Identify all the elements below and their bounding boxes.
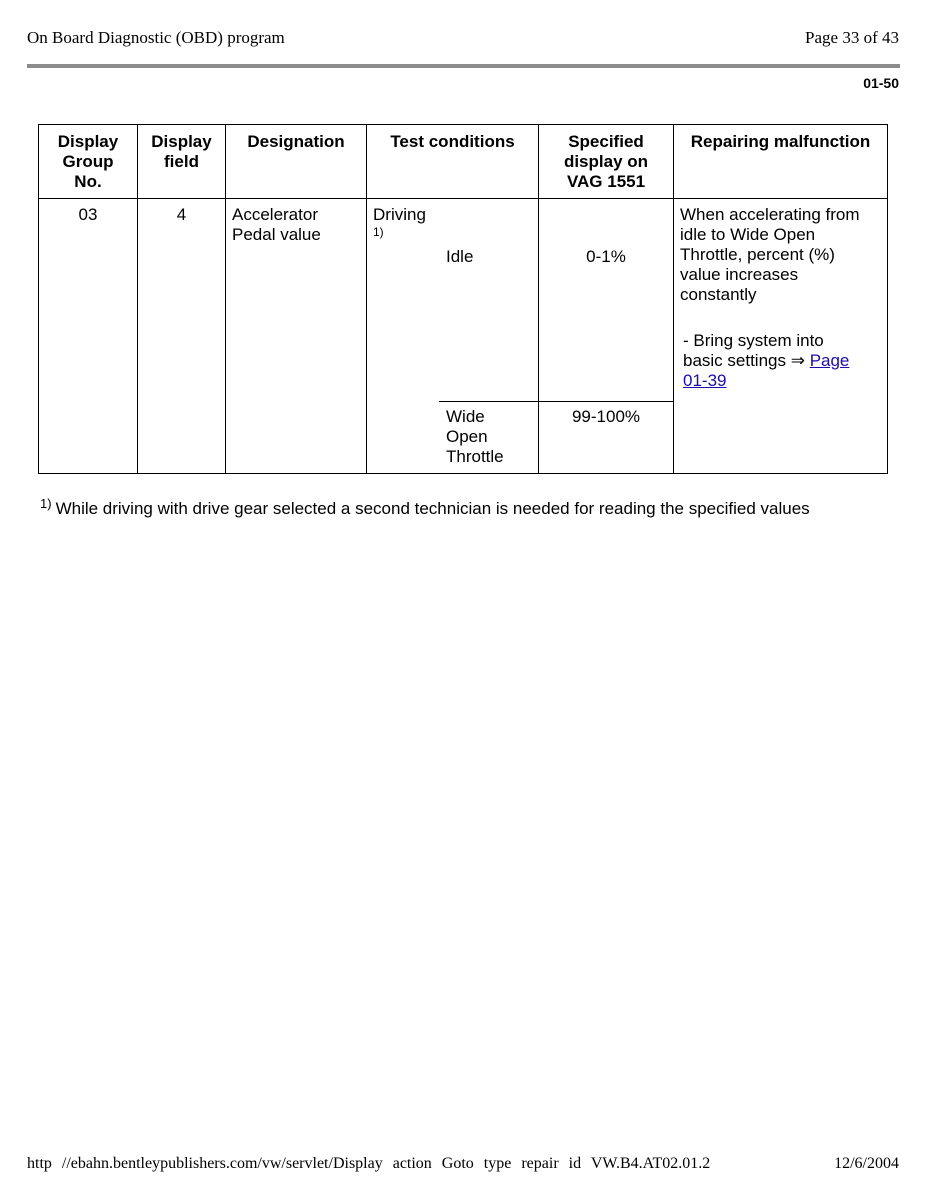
header-line: Display [57,132,119,151]
repair-line: idle to Wide Open [680,225,816,244]
column-divider [673,125,674,473]
cell-designation [232,205,321,245]
header-specified-display [539,132,673,192]
column-divider [366,125,367,473]
source-url: http //ebahn.bentleypublishers.com/vw/servlet/Display action Goto type repair id VW.B4.AT02.01.2 [27,1155,711,1172]
header-line: Group [62,152,114,171]
header-line: Specified [568,132,644,151]
header-repairing-malfunction: Repairing malfunction [690,132,871,151]
diagnostic-table [38,124,888,474]
column-divider [137,125,138,473]
cell-repair-description [680,205,860,305]
cell-spec-wot: 99-100% [571,407,641,426]
footnote-reference: 1) [373,225,384,239]
designation-line: Pedal value [232,225,321,244]
section-number: 01-50 [863,75,899,91]
cell-test-main [373,205,426,239]
cell-spec-idle: 0-1% [586,247,626,266]
header-display-field [138,132,225,172]
print-date: 12/6/2004 [834,1155,899,1172]
header-line: display on [563,152,649,171]
footnote [40,496,810,519]
cell-display-group: 03 [78,205,98,224]
header-line: Display [151,132,212,151]
page-counter: Page 33 of 43 [805,28,899,47]
header-line: No. [74,172,102,191]
repair-action-line: - Bring system into [683,331,824,350]
cell-condition-idle: Idle [446,247,474,266]
condition-line: Wide [446,407,485,426]
condition-line: Open [446,427,488,446]
test-driving: Driving [373,205,426,224]
repair-line: Throttle, percent (%) [680,245,835,264]
condition-line: Throttle [446,447,504,466]
repair-line: constantly [680,285,757,304]
repair-line: When accelerating from [680,205,860,224]
header-line: field [164,152,199,171]
page-link-number[interactable]: 01-39 [683,371,727,390]
repair-line: value increases [680,265,799,284]
header-designation: Designation [247,132,345,151]
cell-condition-wot [446,407,504,467]
header-display-group [39,132,137,192]
designation-line: Accelerator [232,205,318,224]
subcolumn-guide [439,198,440,474]
page-link[interactable]: Page [809,351,850,370]
header-test-conditions: Test conditions [390,132,515,151]
column-divider [225,125,226,473]
repair-action-text: basic settings ⇒ [683,351,810,370]
subrow-divider [439,401,673,402]
footnote-text: While driving with drive gear selected a second technician is needed for reading the specified values [55,499,810,518]
repair-action-line [683,351,849,371]
footnote-mark: 1) [40,496,52,511]
header-divider [39,198,887,199]
header-line: VAG 1551 [566,172,646,191]
cell-display-field: 4 [176,205,187,224]
cell-repair-action [683,331,849,391]
header-rule [27,64,900,68]
document-title: On Board Diagnostic (OBD) program [27,28,285,47]
